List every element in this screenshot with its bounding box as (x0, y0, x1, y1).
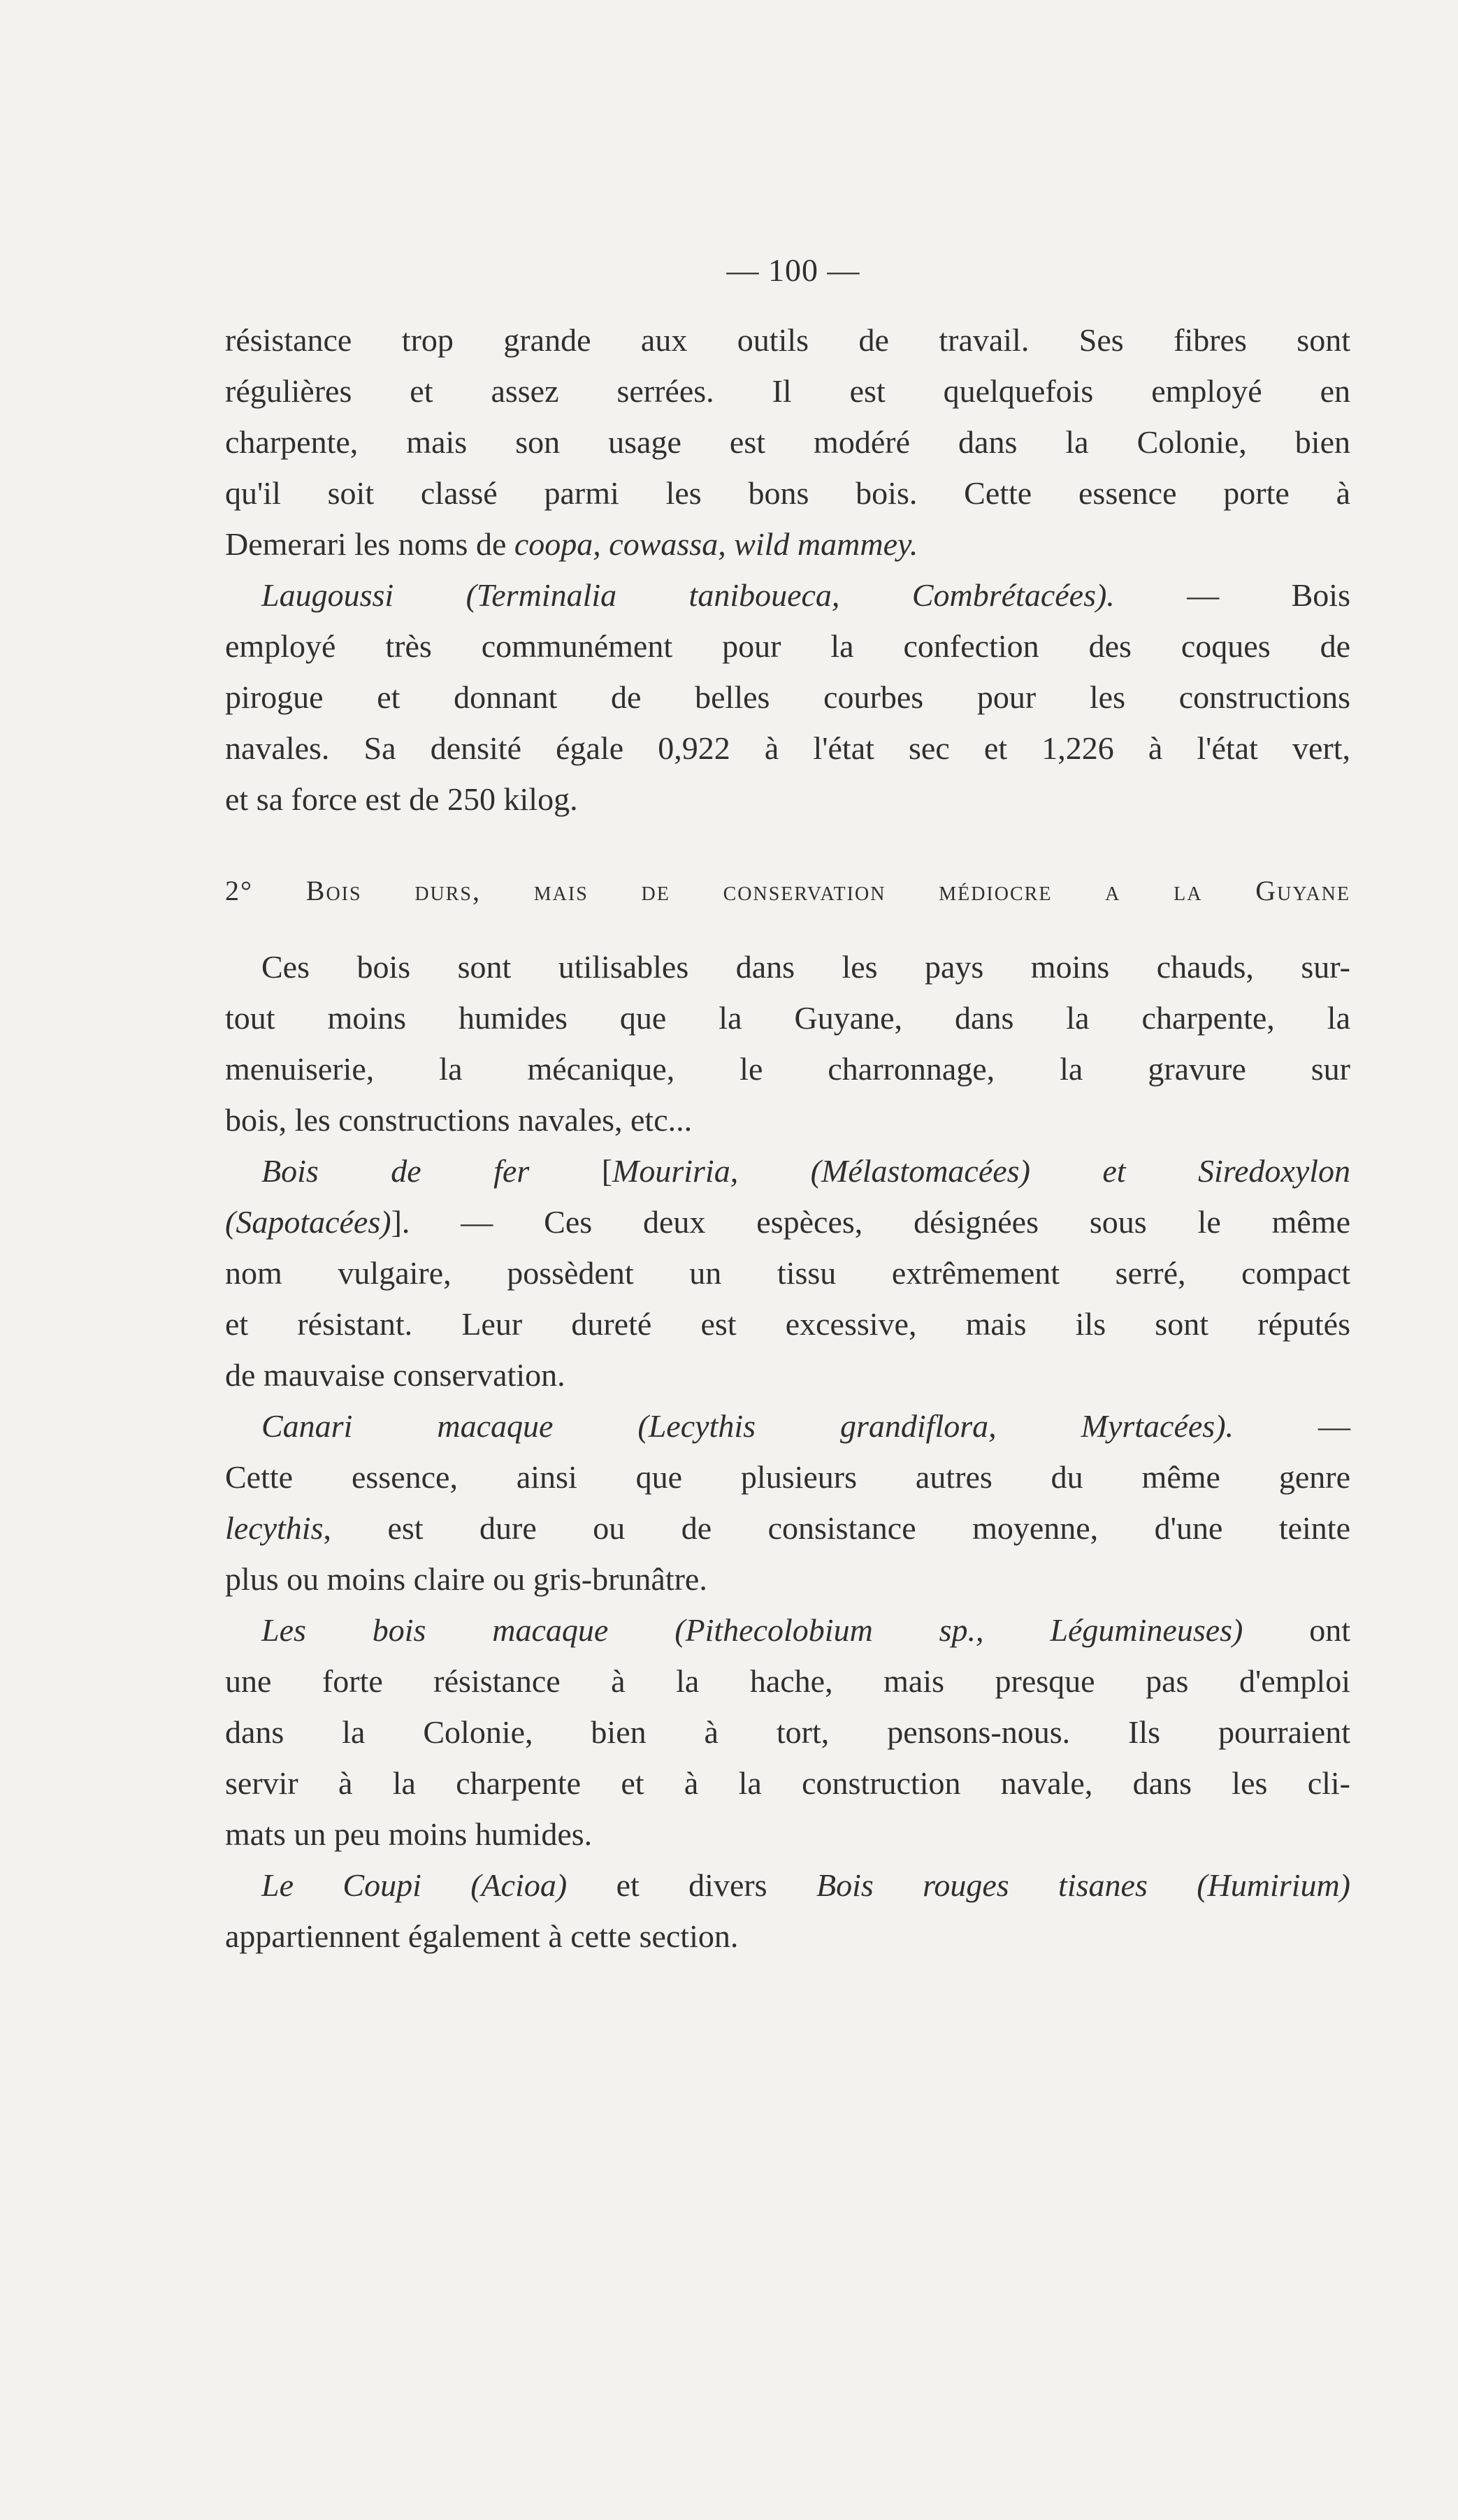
text-line: et résistant. Leur dureté est excessive, mais ils sont réputés (225, 1306, 1350, 1342)
species-name: Laugoussi (Terminalia taniboueca, Combrétacées). (261, 577, 1115, 613)
text-line (225, 1196, 1350, 1247)
text-line: et sa force est de 250 kilog. (225, 781, 578, 817)
line-text: — Bois (1187, 577, 1350, 613)
text-line: tout moins humides que la Guyane, dans la charpente, la (225, 1000, 1350, 1036)
text-line (225, 1860, 1350, 1911)
text-line: pirogue et donnant de belles courbes pour les constructions (225, 679, 1350, 715)
text-line (225, 1502, 1350, 1554)
text-line: régulières et assez serrées. Il est quelquefois employé en (225, 373, 1350, 409)
paragraph-4 (225, 1145, 1350, 1400)
species-name: Le Coupi (Acioa) (261, 1867, 568, 1903)
line-text: ont (1309, 1612, 1350, 1648)
italic-term: lecythis (225, 1510, 324, 1546)
text-line (225, 1400, 1350, 1451)
paragraph-3 (225, 941, 1350, 1145)
line-text: — (1318, 1408, 1351, 1444)
text-line: charpente, mais son usage est modéré dans la Colonie, bien (225, 424, 1350, 460)
line-text: et divers (567, 1867, 816, 1903)
text-line (225, 570, 1350, 621)
body-text (225, 314, 1350, 1962)
text-line: de mauvaise conservation. (225, 1357, 565, 1393)
paragraph-1 (225, 314, 1350, 570)
line-text: ]. — Ces deux espèces, désignées sous le même (391, 1204, 1350, 1240)
text-line: servir à la charpente et à la construction navale, dans les cli- (225, 1765, 1350, 1801)
text-line (225, 519, 1350, 570)
page-number: — 100 — (726, 252, 860, 288)
section-heading (225, 865, 1350, 916)
text-line: nom vulgaire, possèdent un tissu extrêmement serré, compact (225, 1255, 1350, 1291)
species-name: (Sapotacées) (225, 1204, 391, 1240)
text-line: qu'il soit classé parmi les bons bois. Cette essence porte à (225, 475, 1350, 511)
section-title: Bois durs, mais de conservation médiocre a la Guyane (305, 875, 1351, 906)
line-text: Demerari les noms de (225, 526, 514, 562)
section-number: 2° (225, 875, 253, 906)
text-line: employé très communément pour la confection des coques de (225, 628, 1350, 664)
text-line: dans la Colonie, bien à tort, pensons-nous. Ils pourraient (225, 1714, 1350, 1750)
text-line (225, 1605, 1350, 1656)
paragraph-2 (225, 570, 1350, 825)
text-line: Ces bois sont utilisables dans les pays moins chauds, sur- (261, 949, 1350, 985)
species-name: Mouriria, (Mélastomacées) et Siredoxylon (612, 1153, 1351, 1189)
paragraph-6 (225, 1605, 1350, 1860)
text-line: une forte résistance à la hache, mais presque pas d'emploi (225, 1663, 1350, 1699)
italic-term: coopa, cowassa, wild mammey. (514, 526, 918, 562)
paragraph-7 (225, 1860, 1350, 1962)
text-line: plus ou moins claire ou gris-brunâtre. (225, 1561, 707, 1597)
line-text: , est dure ou de consistance moyenne, d'une teinte (323, 1510, 1350, 1546)
species-name: Canari macaque (Lecythis grandiflora, Myrtacées). (261, 1408, 1234, 1444)
species-name: Les bois macaque (Pithecolobium sp., Légumineuses) (261, 1612, 1243, 1648)
text-line: mats un peu moins humides. (225, 1816, 593, 1852)
bracket: [ (601, 1153, 613, 1189)
text-line (225, 1145, 1350, 1196)
species-name: Bois rouges tisanes (Humirium) (816, 1867, 1350, 1903)
text-line: appartiennent également à cette section. (225, 1918, 739, 1954)
text-line: bois, les constructions navales, etc... (225, 1102, 693, 1138)
species-name: Bois de fer (261, 1153, 530, 1189)
text-line: menuiserie, la mécanique, le charronnage, la gravure sur (225, 1051, 1350, 1087)
text-line: navales. Sa densité égale 0,922 à l'état sec et 1,226 à l'état vert, (225, 730, 1350, 766)
text-line: Cette essence, ainsi que plusieurs autres du même genre (225, 1459, 1350, 1495)
text-line: résistance trop grande aux outils de travail. Ses fibres sont (225, 322, 1350, 358)
paragraph-5 (225, 1400, 1350, 1605)
